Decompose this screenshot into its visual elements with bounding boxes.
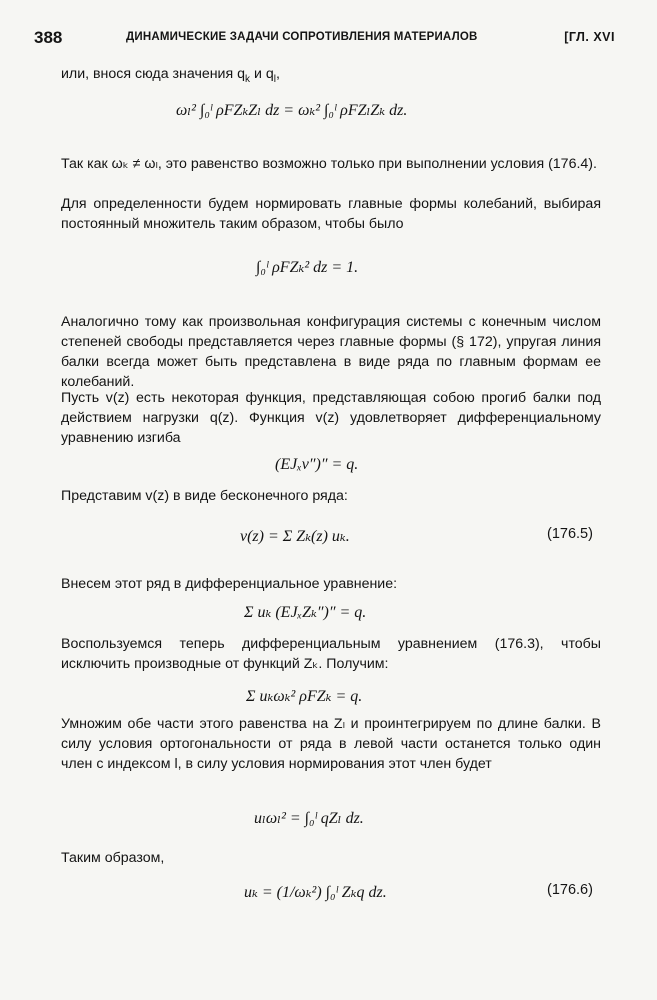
page-header xyxy=(34,28,615,52)
formula-single-term: uₗωₗ² = ∫₀ˡ qZₗ dz. xyxy=(254,810,364,827)
equation-number-176-5: (176.5) xyxy=(547,526,593,542)
paragraph-7: Внесем этот ряд в дифференциальное уравнение: xyxy=(61,576,398,592)
paragraph-1: или, внося сюда значения $q_k$ и $q_l$, xyxy=(61,66,280,85)
running-title: ДИНАМИЧЕСКИЕ ЗАДАЧИ СОПРОТИВЛЕНИЯ МАТЕРИАЛОВ xyxy=(126,31,478,43)
paragraph-4: Аналогично тому как произвольная конфигурация системы с конечным числом степеней свободы представляется через главные формы (§ 172), упругая линия балки всегда может быть представлена в виде ряда по главным формам ее колебаний. xyxy=(61,314,601,390)
formula-coefficient: uₖ = (1/ωₖ²) ∫₀ˡ Zₖq dz. xyxy=(244,884,387,901)
paragraph-10: Таким образом, xyxy=(61,850,165,866)
paragraph-8: Воспользуемся теперь дифференциальным уравнением (176.3), чтобы исключить производные от функций Zₖ. Получим: xyxy=(61,636,601,672)
formula-substituted-series: Σ uₖ (EJₓZₖ″)″ = q. xyxy=(244,604,367,621)
page-number: 388 xyxy=(34,28,63,47)
chapter-label: [ГЛ. XVI xyxy=(564,30,615,44)
paragraph-5: Пусть v(z) есть некоторая функция, представляющая собою прогиб балки под действием нагрузки q(z). Функция v(z) удовлетворяет дифференциальному уравнению изгиба xyxy=(61,390,601,446)
equation-number-176-6: (176.6) xyxy=(547,882,593,898)
formula-normalization: ∫₀ˡ ρFZₖ² dz = 1. xyxy=(256,259,359,276)
paragraph-9: Умножим обе части этого равенства на Zₗ и проинтегрируем по длине балки. В силу условия ортогональности от ряда в левой части останется только один член с индексом l, в силу условия нормирования этот член будет xyxy=(61,716,601,772)
paragraph-2: Так как ωₖ ≠ ωₗ, это равенство возможно только при выполнении условия (176.4). xyxy=(61,156,597,172)
paragraph-3: Для определенности будем нормировать главные формы колебаний, выбирая постоянный множитель таким образом, чтобы было xyxy=(61,196,601,232)
paragraph-6: Представим v(z) в виде бесконечного ряда: xyxy=(61,488,348,504)
formula-reduced-equation: Σ uₖωₖ² ρFZₖ = q. xyxy=(246,688,363,705)
formula-orthogonality: ωₗ² ∫₀ˡ ρFZₖZₗ dz = ωₖ² ∫₀ˡ ρFZₗZₖ dz. xyxy=(176,102,408,119)
formula-bending-equation: (EJₓv″)″ = q. xyxy=(275,456,359,473)
formula-series-expansion: v(z) = Σ Zₖ(z) uₖ. xyxy=(240,528,350,545)
